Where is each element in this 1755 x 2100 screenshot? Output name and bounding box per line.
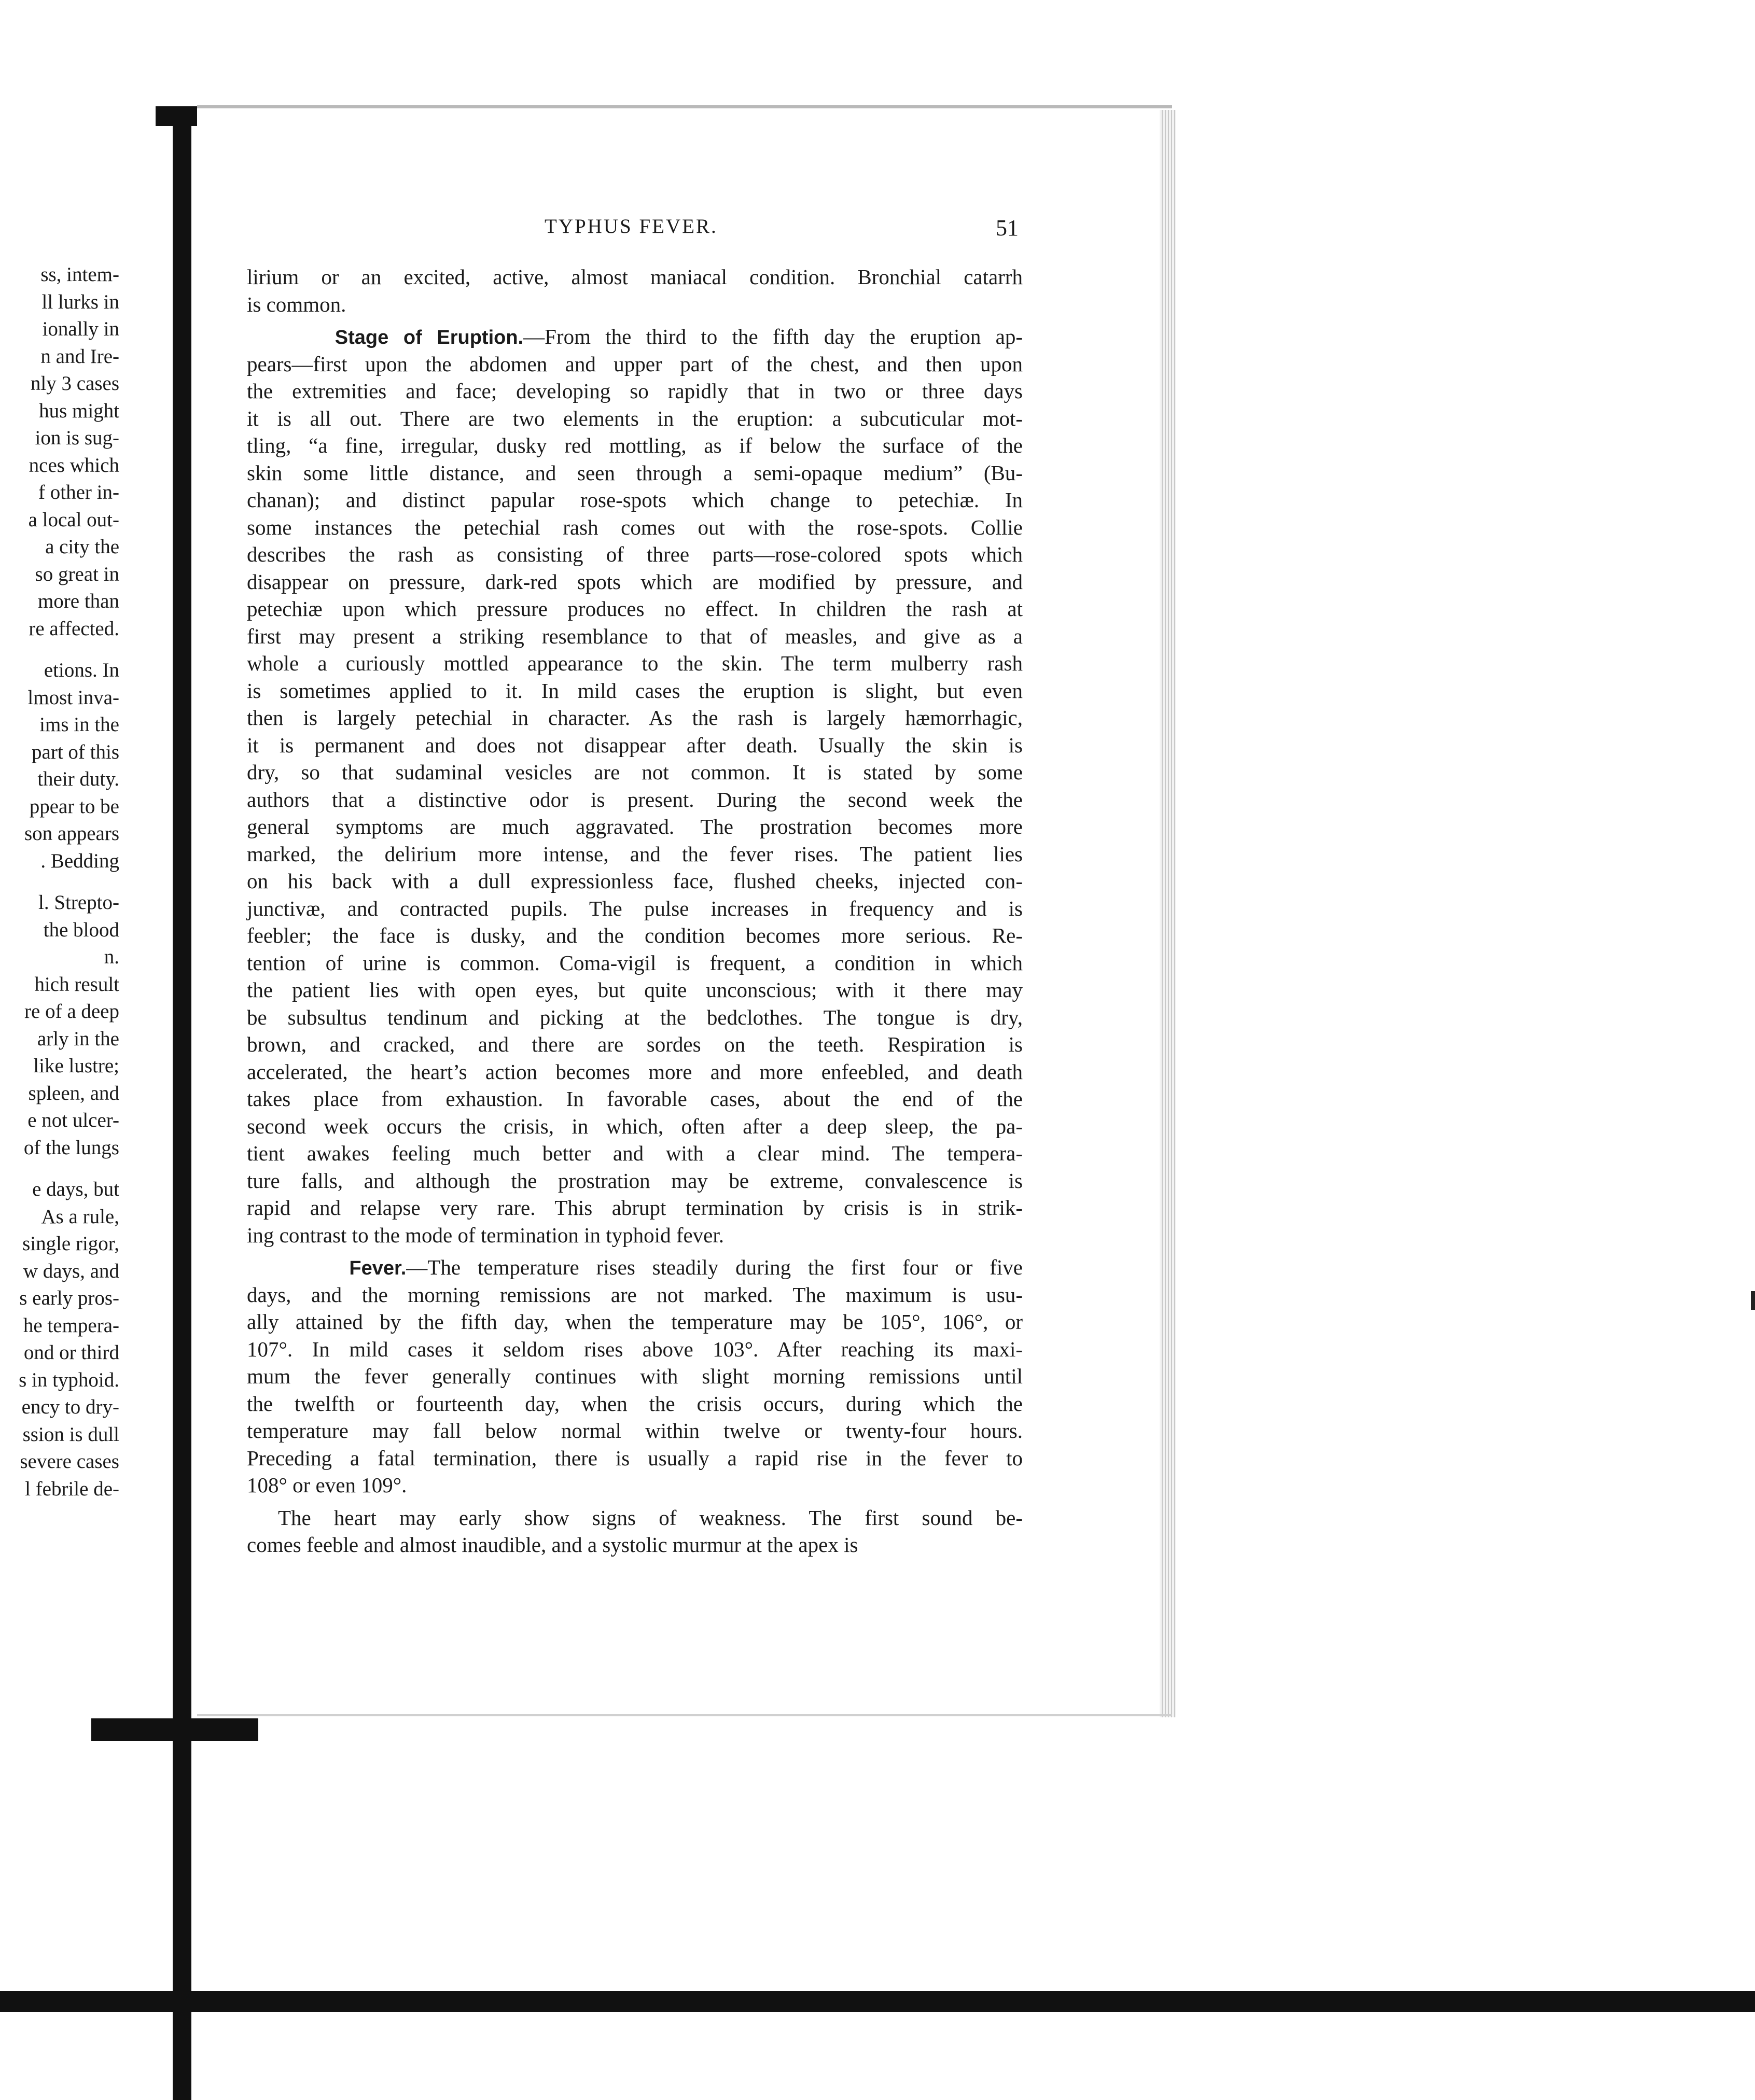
paragraph-line: chanan); and distinct papular rose-spots which change to petechiæ. In (247, 488, 1023, 512)
left-page-line: etions. In (44, 659, 119, 681)
left-page-line: ll lurks in (41, 290, 119, 313)
left-page-line: their duty. (37, 768, 119, 790)
paragraph-line: it is permanent and does not disappear after death. Usually the skin is (247, 733, 1023, 757)
paragraph-line: 108° or even 109°. (247, 1473, 407, 1497)
left-page-line (0, 1161, 119, 1176)
paragraph-line: The heart may early show signs of weakness. The first sound be- (278, 1505, 1023, 1530)
paragraph-line: second week occurs the crisis, in which, often after a deep sleep, the pa- (247, 1114, 1023, 1138)
left-page-line: spleen, and (28, 1082, 119, 1104)
left-page-line: nces which (29, 454, 119, 477)
page-right-edge (1160, 110, 1176, 1717)
left-page-line: ppear to be (29, 795, 119, 818)
paragraph-line: general symptoms are much aggravated. The prostration becomes more (247, 815, 1023, 838)
paragraph-line: ing contrast to the mode of termination in typhoid fever. (247, 1223, 725, 1247)
paragraph-line: the extremities and face; developing so rapidly that in two or three days (247, 379, 1023, 403)
paragraph-line: dry, so that sudaminal vesicles are not common. It is stated by some (247, 760, 1023, 784)
section-heading-eruption: Stage of Eruption. (335, 327, 524, 348)
section-heading-fever: Fever. (349, 1257, 407, 1279)
paragraph-line (247, 1254, 1023, 1281)
paragraph-line: feebler; the face is dusky, and the condition becomes more serious. Re- (247, 923, 1023, 947)
left-page-line: re of a deep (24, 1000, 119, 1023)
paragraph-line: tient awakes feeling much better and with a clear mind. The tempera- (247, 1141, 1023, 1165)
paragraph-line: pears—first upon the abdomen and upper part of the chest, and then upon (247, 352, 1023, 376)
paragraph-line: whole a curiously mottled appearance to the skin. The term mulberry rash (247, 651, 1023, 675)
paragraph-line: petechiæ upon which pressure produces no effect. In children the rash at (247, 597, 1023, 621)
paragraph-line: ture falls, and although the prostration may be extreme, convalescence is (247, 1168, 1023, 1193)
scan-bottom-border (0, 1991, 1755, 2012)
paragraph-heart (247, 1504, 1023, 1559)
paragraph-line: 107°. In mild cases it seldom rises above 103°. After reaching its maxi- (247, 1337, 1023, 1361)
paragraph-line (247, 323, 1023, 351)
left-page-line: more than (37, 590, 119, 612)
left-page-line: the blood (43, 918, 119, 941)
heading-line-rest: —From the third to the fifth day the eruption ap- (523, 325, 1023, 348)
left-page-line: part of this (32, 740, 119, 763)
paragraph-line: is sometimes applied to it. In mild cases the eruption is slight, but even (247, 678, 1023, 703)
left-page-line: he tempera- (23, 1314, 119, 1337)
left-page-line: ency to dry- (21, 1396, 119, 1418)
paragraph-line: the patient lies with open eyes, but quite unconscious; with it there may (247, 978, 1023, 1002)
paragraph-line: the twelfth or fourteenth day, when the crisis occurs, during which the (247, 1391, 1023, 1416)
left-page-line: son appears (24, 822, 119, 845)
left-page-line: arly in the (37, 1027, 119, 1050)
running-header: TYPHUS FEVER. (545, 215, 718, 237)
left-page-line (0, 642, 119, 657)
paragraph-line: first may present a striking resemblance to that of measles, and give as a (247, 624, 1023, 648)
book-binding-gutter (173, 109, 191, 2100)
left-page-line: of the lungs (23, 1136, 119, 1159)
left-page-line: lmost inva- (27, 686, 119, 709)
paragraph-line: accelerated, the heart’s action becomes more and more enfeebled, and death (247, 1059, 1023, 1084)
paragraph-line: Preceding a fatal termination, there is usually a rapid rise in the fever to (247, 1446, 1023, 1470)
paragraph-line: skin some little distance, and seen through a semi-opaque medium” (Bu- (247, 460, 1023, 485)
left-page-line: ond or third (23, 1341, 119, 1364)
left-page-line: w days, and (23, 1259, 119, 1282)
paragraph-line: temperature may fall below normal within twelve or twenty-four hours. (247, 1419, 1023, 1443)
left-page-line: ims in the (39, 713, 119, 736)
paragraph-line: lirium or an excited, active, almost maniacal condition. Bronchial catarrh (247, 265, 1023, 289)
page-body (247, 263, 1023, 1559)
left-page-line: s early pros- (19, 1287, 119, 1309)
paragraph-line: mum the fever generally continues with slight morning remissions until (247, 1364, 1023, 1388)
left-page-line: single rigor, (22, 1233, 119, 1255)
left-page-line: ssion is dull (22, 1423, 119, 1446)
paragraph-1 (247, 263, 1023, 318)
paragraph-line: disappear on pressure, dark-red spots which are modified by pressure, and (247, 569, 1023, 594)
left-page-fragment (0, 261, 119, 1503)
left-page-line: s in typhoid. (19, 1368, 119, 1391)
left-page-line: a local out- (28, 508, 119, 531)
binding-base (91, 1718, 258, 1741)
paragraph-line: brown, and cracked, and there are sordes on the teeth. Respiration is (247, 1032, 1023, 1056)
paragraph-line: marked, the delirium more intense, and the fever rises. The patient lies (247, 842, 1023, 866)
paragraph-line: tention of urine is common. Coma-vigil is frequent, a condition in which (247, 950, 1023, 975)
left-page-line: l febrile de- (25, 1477, 119, 1500)
left-page-line (0, 875, 119, 889)
paragraph-line: ally attained by the fifth day, when the temperature may be 105°, 106°, or (247, 1310, 1023, 1334)
paragraph-line: on his back with a dull expressionless face, flushed cheeks, injected con- (247, 869, 1023, 893)
left-page-line: severe cases (20, 1450, 119, 1473)
paragraph-line: comes feeble and almost inaudible, and a systolic murmur at the apex is (247, 1533, 858, 1557)
page-bottom-edge (197, 1714, 1172, 1716)
left-page-line: ionally in (42, 318, 119, 340)
paragraph-line: then is largely petechial in character. As the rash is largely hæmorrhagic, (247, 706, 1023, 730)
left-page-line: e days, but (32, 1178, 119, 1200)
page-top-edge (197, 105, 1172, 108)
paragraph-line: it is all out. There are two elements in the eruption: a subcuticular mot- (247, 406, 1023, 430)
paragraph-stage-of-eruption (247, 323, 1023, 1249)
left-page-line: ion is sug- (35, 427, 119, 449)
paragraph-fever (247, 1254, 1023, 1499)
paragraph-line: takes place from exhaustion. In favorable cases, about the end of the (247, 1087, 1023, 1111)
left-page-line: ss, intem- (40, 263, 119, 286)
paragraph-line: junctivæ, and contracted pupils. The pulse increases in frequency and is (247, 896, 1023, 920)
left-page-line: hich result (34, 973, 119, 996)
paragraph-line: rapid and relapse very rare. This abrupt termination by crisis is in strik- (247, 1196, 1023, 1220)
left-page-line: . Bedding (40, 849, 119, 872)
left-page-line: f other in- (38, 481, 119, 503)
left-page-line: As a rule, (41, 1205, 119, 1228)
left-page-line: l. Strepto- (38, 891, 119, 914)
paragraph-line: describes the rash as consisting of three parts—rose-colored spots which (247, 542, 1023, 566)
left-page-line: so great in (35, 563, 119, 585)
left-page-line: a city the (45, 536, 119, 558)
left-page-line: hus might (39, 399, 119, 422)
paragraph-line: authors that a distinctive odor is present. During the second week the (247, 787, 1023, 811)
heading-line-rest: —The temperature rises steadily during the first four or five (406, 1255, 1023, 1279)
left-page-line: n and Ire- (40, 345, 119, 368)
left-page-line: e not ulcer- (27, 1109, 119, 1131)
paragraph-line: some instances the petechial rash comes out with the rose-spots. Collie (247, 515, 1023, 539)
paragraph-line: tling, “a fine, irregular, dusky red mottling, as if below the surface of the (247, 433, 1023, 457)
left-page-line: re affected. (29, 617, 119, 640)
paragraph-line: days, and the morning remissions are not marked. The maximum is usu- (247, 1282, 1023, 1307)
left-page-line: n. (104, 946, 119, 968)
paragraph-line: is common. (247, 292, 346, 316)
left-page-line: nly 3 cases (30, 372, 119, 395)
left-page-line: like lustre; (33, 1055, 119, 1077)
paragraph-line: be subsultus tendinum and picking at the bedclothes. The tongue is dry, (247, 1005, 1023, 1029)
page-number: 51 (996, 215, 1019, 241)
scan-side-mark (1751, 1291, 1755, 1310)
